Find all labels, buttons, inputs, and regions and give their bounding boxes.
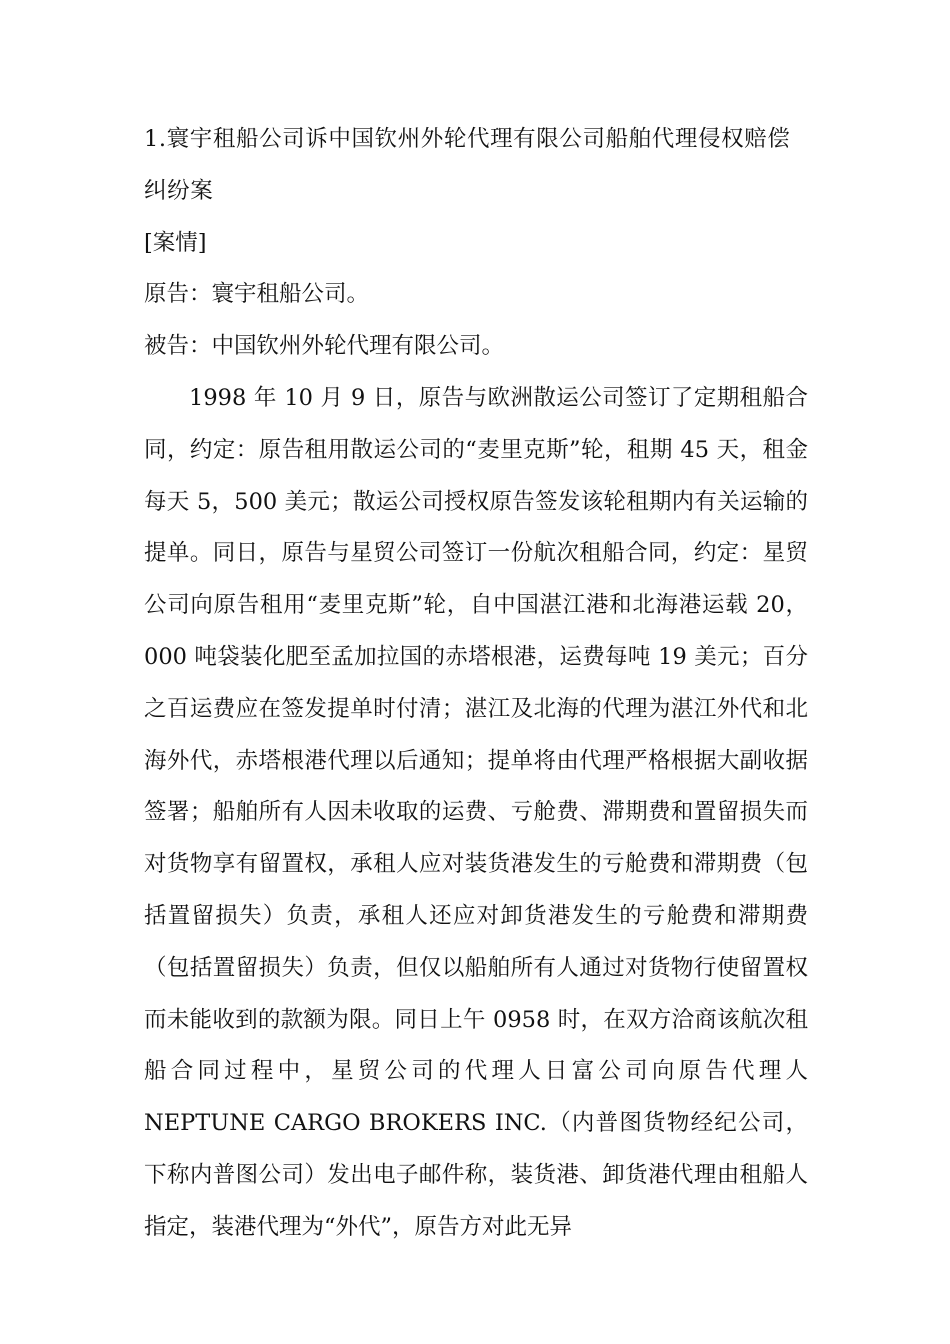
section-heading: [案情] [144, 229, 207, 256]
plaintiff-line: 原告：寰宇租船公司。 [144, 281, 370, 308]
case-facts-paragraph: 1998 年 10 月 9 日，原告与欧洲散运公司签订了定期租船合同，约定：原告租用散运公司的“麦里克斯”轮，租期 45 天，租金每天 5，500 美元；散运公司授权原告签发该轮租期内有关运输的提单。同日，原告与星贸公司签订一份航次租船合同，约定：星贸公司向原告租用“麦里克斯”轮，自中国湛江港和北海港运载 20，000 吨袋装化肥至孟加拉国的赤塔根港，运费每吨 19 美元；百分之百运费应在签发提单时付清；湛江及北海的代理为湛江外代和北海外代，赤塔根港代理以后通知；提单将由代理严格根据大副收据签署；船舶所有人因未收取的运费、亏舱费、滞期费和置留损失而对货物享有留置权，承租人应对装货港发生的亏舱费和滞期费（包括置留损失）负责，承租人还应对卸货港发生的亏舱费和滞期费（包括置留损失）负责，但仅以船舶所有人通过对货物行使留置权而未能收到的款额为限。同日上午 0958 时，在双方洽商该航次租船合同过程中，星贸公司的代理人日富公司向原告代理人 NEPTUNE CARGO BROKERS INC.（内普图货物经纪公司，下称内普图公司）发出电子邮件称，装货港、卸货港代理由租船人指定，装港代理为“外代”，原告方对此无异 [144, 384, 808, 1240]
defendant-line: 被告：中国钦州外轮代理有限公司。 [144, 333, 505, 360]
document-content [144, 114, 808, 1254]
case-title: 1.寰宇租船公司诉中国钦州外轮代理有限公司船舶代理侵权赔偿纠纷案 [144, 126, 791, 204]
